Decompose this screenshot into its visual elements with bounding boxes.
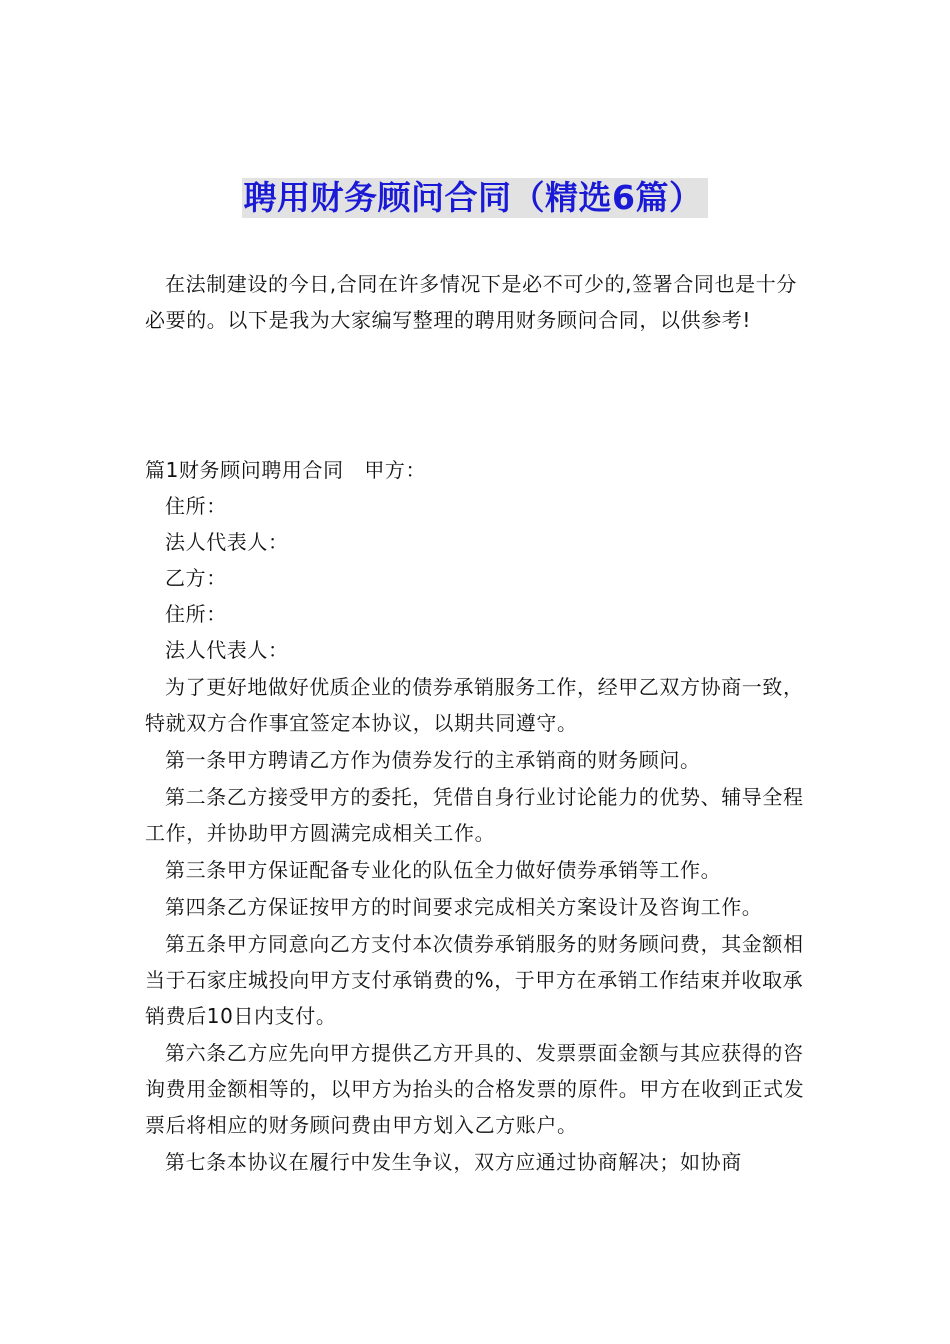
party-line: 法人代表人：: [165, 638, 289, 662]
party-line: 住所：: [165, 602, 227, 626]
article-5: 第五条甲方同意向乙方支付本次债券承销服务的财务顾问费，其金额相当于石家庄城投向甲方支付承销费的%，于甲方在承销工作结束并收取承销费后10日内支付。: [145, 932, 804, 1028]
body-paragraph: 为了更好地做好优质企业的债券承销服务工作，经甲乙双方协商一致，特就双方合作事宜签定本协议，以期共同遵守。: [145, 675, 804, 735]
intro-paragraph: 在法制建设的今日,合同在许多情况下是必不可少的,签署合同也是十分必要的。以下是我为大家编写整理的聘用财务顾问合同，以供参考!: [145, 272, 797, 332]
party-line: 法人代表人：: [165, 530, 289, 554]
title-container: [0, 178, 950, 218]
section-heading: 篇1财务顾问聘用合同 甲方：: [145, 458, 427, 482]
article-4: 第四条乙方保证按甲方的时间要求完成相关方案设计及咨询工作。: [165, 895, 763, 919]
party-line: 乙方：: [165, 566, 227, 590]
party-line: 住所：: [165, 494, 227, 518]
article-3: 第三条甲方保证配备专业化的队伍全力做好债券承销等工作。: [165, 858, 722, 882]
article-7: 第七条本协议在履行中发生争议，双方应通过协商解决；如协商: [165, 1150, 742, 1174]
article-2: 第二条乙方接受甲方的委托，凭借自身行业讨论能力的优势、辅导全程工作，并协助甲方圆满完成相关工作。: [145, 785, 804, 845]
article-1: 第一条甲方聘请乙方作为债券发行的主承销商的财务顾问。: [165, 748, 701, 772]
document-title: 聘用财务顾问合同（精选6篇）: [242, 178, 709, 218]
contract-body: [145, 452, 810, 1180]
article-6: 第六条乙方应先向甲方提供乙方开具的、发票票面金额与其应获得的咨询费用金额相等的，以甲方为抬头的合格发票的原件。甲方在收到正式发票后将相应的财务顾问费由甲方划入乙方账户。: [145, 1041, 805, 1137]
